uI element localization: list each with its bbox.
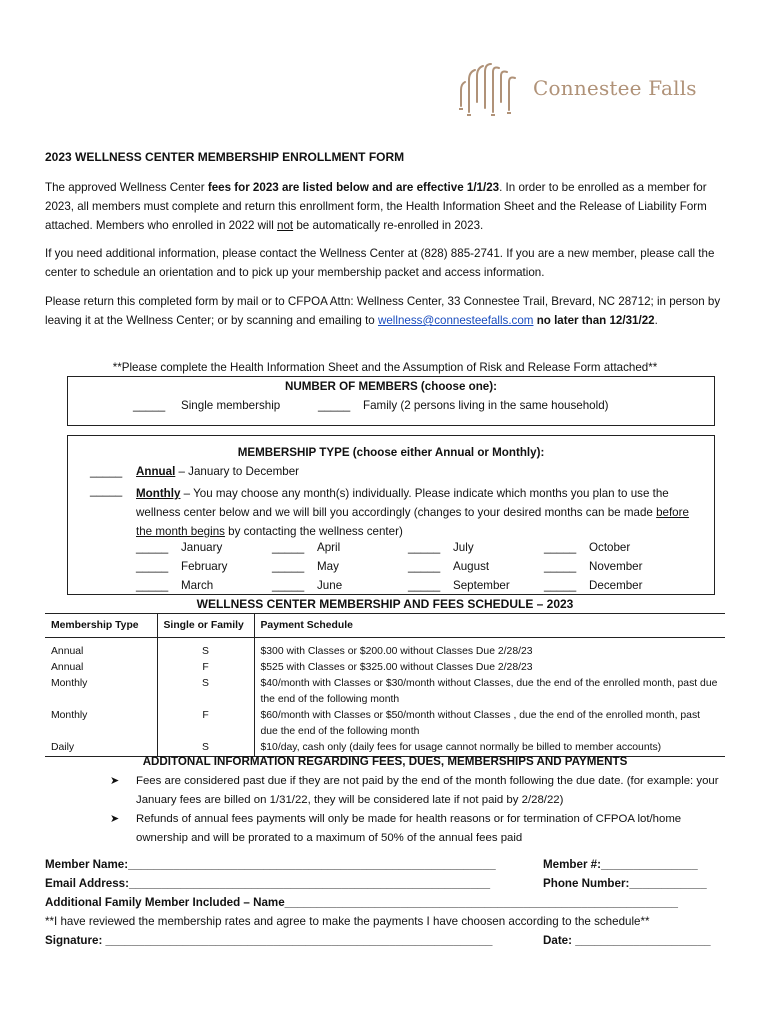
row-sf: S — [157, 676, 254, 708]
row-schedule: $525 with Classes or $325.00 without Classes Due 2/28/23 — [254, 660, 725, 676]
brand-name: Connestee Falls — [533, 76, 697, 100]
row-type: Monthly — [51, 710, 88, 721]
row-type: Monthly — [51, 678, 88, 689]
month-blank[interactable]: _____ — [408, 579, 441, 592]
monthly-blank[interactable]: _____ — [90, 484, 123, 497]
month-january: January — [181, 541, 223, 554]
agreement-statement: **I have reviewed the membership rates and agree to make the payments I have choosen according to the schedule** — [45, 915, 650, 928]
month-blank[interactable]: _____ — [136, 541, 169, 554]
month-june: June — [317, 579, 343, 592]
row-sf: F — [157, 660, 254, 676]
annual-description: – January to December — [175, 465, 300, 478]
month-february: February — [181, 560, 228, 573]
list-item — [110, 772, 725, 810]
refund-note: Refunds of annual fees payments will only be made for health reasons or for termination of CFPOA lot/home ownership and will be prorated to a maximum of 50% of the annual fees paid — [136, 813, 682, 844]
month-blank[interactable]: _____ — [136, 579, 169, 592]
intro-paragraph-2: If you need additional information, please contact the Wellness Center at (828) 885-2741. If you are a new member, please call the center to schedule an orientation and to pick up your membership packet and access information. — [45, 247, 715, 279]
row-schedule: $40/month with Classes or $30/month without Classes, due the end of the enrolled month, past due the end of the following month — [254, 676, 725, 708]
month-august: August — [453, 560, 490, 573]
monthly-description-end: by contacting the wellness center) — [224, 525, 403, 538]
intro-text: . In order to be enrolled as a member for 2023, all members must complete and return this enrollment form, the Health Information Sheet and the Release of Liability Form attached. Members who enrolled in 2022 will — [45, 181, 707, 232]
row-type: Annual — [51, 662, 84, 673]
arrow-bullet-icon: ➤ — [110, 813, 120, 825]
fees-table — [45, 613, 725, 757]
before-month-emphasis: before the month begins — [136, 506, 689, 538]
monthly-option — [136, 484, 706, 541]
month-july: July — [453, 541, 474, 554]
month-april: April — [317, 541, 341, 554]
past-due-note: Fees are considered past due if they are not paid by the end of the month following the due date. (for example: your January fees are billed on 1/31/22, they will be considered late if not paid by 2/28/22) — [136, 775, 719, 806]
annual-label: Annual — [136, 465, 176, 478]
member-name-field[interactable]: Member Name:_________________________________________________________ — [45, 858, 496, 871]
wellness-email-link[interactable]: wellness@connesteefalls.com — [377, 314, 534, 327]
table-row — [45, 676, 725, 708]
month-october: October — [589, 541, 631, 554]
row-schedule: $300 with Classes or $200.00 without Classes Due 2/28/23 — [254, 638, 725, 661]
attachments-notice: **Please complete the Health Information Sheet and the Assumption of Risk and Release Form attached** — [112, 361, 658, 374]
signature-field[interactable]: Signature: ____________________________________________________________ — [45, 934, 493, 947]
fees-schedule-heading: WELLNESS CENTER MEMBERSHIP AND FEES SCHEDULE – 2023 — [196, 597, 574, 611]
number-of-members-box — [67, 376, 715, 426]
month-blank[interactable]: _____ — [408, 541, 441, 554]
table-row — [45, 660, 725, 676]
monthly-description: – You may choose any month(s) individually. Please indicate which months you plan to use the wellness center below and we will bill you accordingly (changes to your desired months can be made — [136, 487, 669, 519]
table-row — [45, 638, 725, 661]
intro-paragraph-3 — [45, 292, 725, 330]
month-blank[interactable]: _____ — [544, 579, 577, 592]
intro-text: The approved Wellness Center — [45, 181, 208, 194]
arrow-bullet-icon: ➤ — [110, 775, 120, 787]
row-sf: S — [157, 638, 254, 661]
month-september: September — [453, 579, 510, 592]
single-membership-label: Single membership — [181, 399, 281, 412]
not-emphasis: not — [277, 219, 294, 232]
month-may: May — [317, 560, 339, 573]
additional-info-heading: ADDITONAL INFORMATION REGARDING FEES, DUES, MEMBERSHIPS AND PAYMENTS — [142, 755, 628, 768]
period-text: . — [654, 314, 658, 327]
month-blank[interactable]: _____ — [408, 560, 441, 573]
row-sf: F — [157, 708, 254, 740]
table-row — [45, 708, 725, 740]
phone-number-field[interactable]: Phone Number:____________ — [543, 877, 707, 890]
month-december: December — [589, 579, 643, 592]
header-membership-type: Membership Type — [45, 614, 157, 638]
additional-info-list — [110, 772, 725, 848]
family-membership-label: Family (2 persons living in the same household) — [363, 399, 609, 412]
single-blank[interactable]: _____ — [133, 399, 166, 412]
return-instructions: Please return this completed form by mail or to CFPOA Attn: Wellness Center, 33 Connestee Trail, Brevard, NC 28712; in person by leaving it at the Wellness Center; or by scanning and emailing to — [45, 295, 721, 327]
month-blank[interactable]: _____ — [544, 560, 577, 573]
annual-option — [136, 465, 299, 478]
row-type: Annual — [51, 646, 84, 657]
row-schedule: $10/day, cash only (daily fees for usage cannot normally be billed to member accounts) — [254, 740, 725, 757]
header-payment-schedule: Payment Schedule — [254, 614, 725, 638]
month-blank[interactable]: _____ — [136, 560, 169, 573]
email-address-field[interactable]: Email Address:________________________________________________________ — [45, 877, 491, 890]
membership-type-heading: MEMBERSHIP TYPE (choose either Annual or Monthly): — [237, 446, 545, 459]
month-blank[interactable]: _____ — [272, 579, 305, 592]
waterfall-logo-icon — [455, 62, 525, 118]
fees-effective-notice: fees for 2023 are listed below and are effective 1/1/23 — [207, 181, 500, 194]
month-march: March — [181, 579, 214, 592]
fees-table-header-row — [45, 614, 725, 638]
row-type: Daily — [51, 742, 75, 753]
month-blank[interactable]: _____ — [544, 541, 577, 554]
month-november: November — [589, 560, 643, 573]
monthly-label: Monthly — [136, 487, 181, 500]
intro-paragraph-1 — [45, 178, 725, 235]
list-item — [110, 810, 725, 848]
intro-text: be automatically re-enrolled in 2023. — [293, 219, 484, 232]
members-heading: NUMBER OF MEMBERS (choose one): — [285, 380, 497, 393]
month-blank[interactable]: _____ — [272, 541, 305, 554]
connestee-falls-logo — [455, 62, 715, 118]
row-sf: S — [157, 740, 254, 757]
header-single-or-family: Single or Family — [157, 614, 254, 638]
additional-family-member-field[interactable]: Additional Family Member Included – Name_____________________________________________________________ — [45, 896, 678, 909]
annual-blank[interactable]: _____ — [90, 465, 123, 478]
family-blank[interactable]: _____ — [318, 399, 351, 412]
month-blank[interactable]: _____ — [272, 560, 305, 573]
date-field[interactable]: Date: _____________________ — [543, 934, 711, 947]
form-title: 2023 WELLNESS CENTER MEMBERSHIP ENROLLMENT FORM — [45, 150, 405, 164]
row-schedule: $60/month with Classes or $50/month without Classes , due the end of the enrolled month, past due the end of the following month — [254, 708, 725, 740]
member-number-field[interactable]: Member #:_______________ — [543, 858, 698, 871]
membership-type-box — [67, 435, 715, 595]
deadline-text: no later than 12/31/22 — [533, 314, 655, 327]
